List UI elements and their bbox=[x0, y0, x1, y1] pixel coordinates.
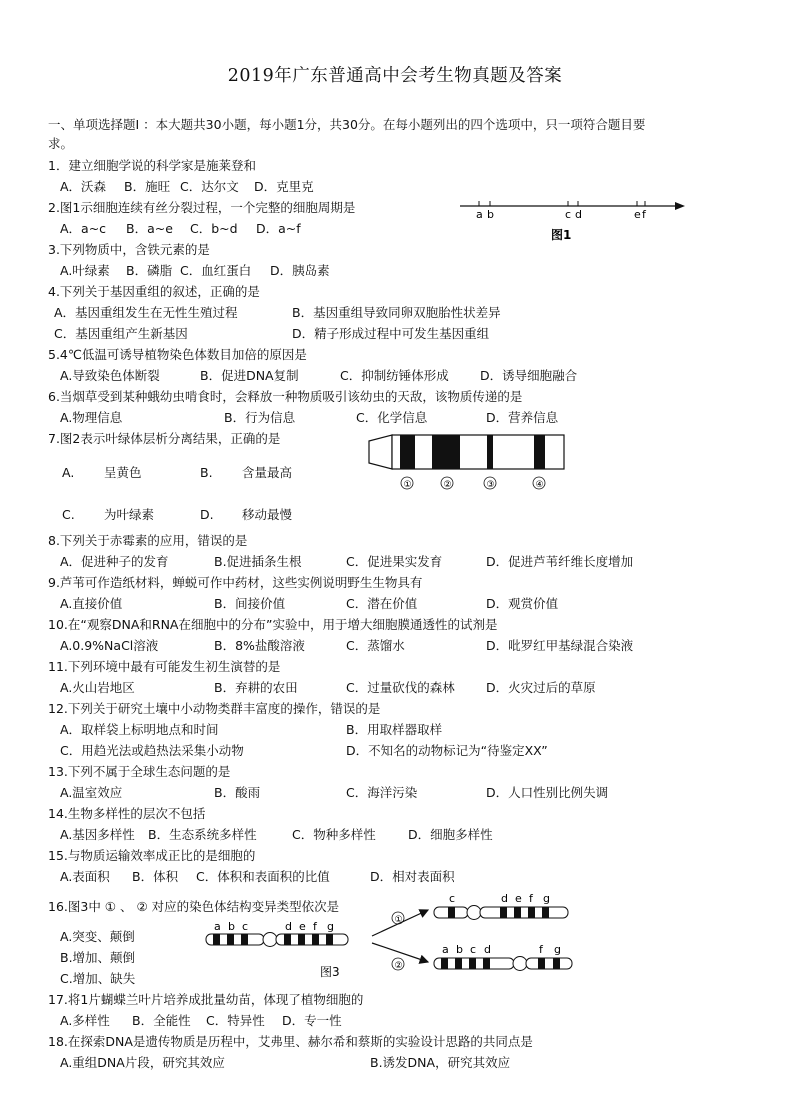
q17-option-b: B．全能性 bbox=[132, 1013, 191, 1028]
label-a: a bbox=[476, 208, 483, 221]
svg-text:f: f bbox=[529, 892, 533, 905]
figure-3-caption: 图3 bbox=[320, 965, 340, 979]
q12-option-a: A．取样袋上标明地点和时间 bbox=[60, 722, 219, 737]
svg-text:a: a bbox=[214, 920, 221, 933]
label-d: d bbox=[575, 208, 582, 221]
arrow-2 bbox=[372, 943, 428, 962]
figure-1-caption: 图1 bbox=[551, 228, 572, 242]
q3-option-d: D．胰岛素 bbox=[270, 263, 330, 278]
q6-option-b: B．行为信息 bbox=[224, 410, 296, 425]
figure-2-chromatography bbox=[368, 433, 578, 491]
q2-option-a: A．a~c bbox=[60, 221, 107, 236]
label-b: b bbox=[487, 208, 494, 221]
q12-option-b: B．用取样器取样 bbox=[346, 722, 443, 737]
svg-text:c: c bbox=[449, 892, 456, 905]
label-f: f bbox=[642, 208, 646, 221]
question-9-stem: 9.芦苇可作造纸材料，蝉蜕可作中药材，这些实例说明野生生物具有 bbox=[48, 575, 423, 590]
q8-option-c: C．促进果实发育 bbox=[346, 554, 443, 569]
q7-option-d-letter: D. bbox=[200, 507, 214, 522]
q8-option-a: A．促进种子的发育 bbox=[60, 554, 169, 569]
q14-option-a: A.基因多样性 bbox=[60, 827, 135, 842]
question-13-stem: 13.下列不属于全球生态问题的是 bbox=[48, 764, 231, 779]
q17-option-a: A.多样性 bbox=[60, 1013, 110, 1028]
q13-option-a: A.温室效应 bbox=[60, 785, 123, 800]
q9-option-d: D．观赏价值 bbox=[486, 596, 559, 611]
q3-option-b: B．磷脂 bbox=[126, 263, 173, 278]
q5-option-d: D．诱导细胞融合 bbox=[480, 368, 578, 383]
question-6-stem: 6.当烟草受到某种蛾幼虫啃食时，会释放一种物质吸引该幼虫的天敌，该物质传递的是 bbox=[48, 389, 523, 404]
q4-option-a: A．基因重组发生在无性生殖过程 bbox=[54, 305, 238, 320]
q15-option-a: A.表面积 bbox=[60, 869, 110, 884]
svg-text:b: b bbox=[456, 943, 463, 956]
q5-option-b: B．促进DNA复制 bbox=[200, 368, 299, 383]
section-heading-cont: 求。 bbox=[48, 136, 74, 151]
q10-option-a: A.0.9%NaCl溶液 bbox=[60, 638, 159, 653]
q12-option-d: D．不知名的动物标记为“待鉴定XX” bbox=[346, 743, 548, 758]
svg-text:a: a bbox=[442, 943, 449, 956]
q2-option-c: C．b~d bbox=[190, 221, 238, 236]
q4-option-d: D．精子形成过程中可发生基因重组 bbox=[292, 326, 490, 341]
q3-option-a: A.叶绿素 bbox=[60, 263, 110, 278]
label-e: e bbox=[634, 208, 641, 221]
band-label-1: ① bbox=[403, 480, 412, 490]
q16-option-c: C.增加、缺失 bbox=[60, 971, 136, 986]
q17-option-c: C．特异性 bbox=[206, 1013, 265, 1028]
strip-tip bbox=[369, 435, 392, 469]
svg-text:g: g bbox=[554, 943, 561, 956]
question-5-stem: 5.4℃低温可诱导植物染色体数目加倍的原因是 bbox=[48, 347, 307, 362]
pigment-band-1 bbox=[400, 435, 415, 469]
q13-option-c: C．海洋污染 bbox=[346, 785, 418, 800]
svg-text:f: f bbox=[313, 920, 317, 933]
result-chromosome-1 bbox=[434, 892, 568, 920]
question-3-stem: 3.下列物质中，含铁元素的是 bbox=[48, 242, 210, 257]
q6-option-d: D．营养信息 bbox=[486, 410, 559, 425]
svg-text:b: b bbox=[228, 920, 235, 933]
question-4-stem: 4.下列关于基因重组的叙述，正确的是 bbox=[48, 284, 260, 299]
question-7-stem: 7.图2表示叶绿体层析分离结果，正确的是 bbox=[48, 431, 281, 446]
svg-text:c: c bbox=[470, 943, 477, 956]
q7-option-b-text: 含量最高 bbox=[242, 465, 293, 480]
q14-option-c: C．物种多样性 bbox=[292, 827, 376, 842]
band-label-4: ④ bbox=[535, 480, 544, 490]
q9-option-b: B．间接价值 bbox=[214, 596, 286, 611]
q2-option-d: D．a~f bbox=[256, 221, 301, 236]
question-2-stem: 2.图1示细胞连续有丝分裂过程，一个完整的细胞周期是 bbox=[48, 200, 356, 215]
q6-option-c: C．化学信息 bbox=[356, 410, 428, 425]
q7-option-d-text: 移动最慢 bbox=[242, 507, 293, 522]
figure-1 bbox=[455, 196, 695, 246]
question-17-stem: 17.将1片蝴蝶兰叶片培养成批量幼苗，体现了植物细胞的 bbox=[48, 992, 364, 1007]
q7-option-b-letter: B. bbox=[200, 465, 213, 480]
band-label-3: ③ bbox=[486, 480, 495, 490]
q8-option-d: D．促进芦苇纤维长度增加 bbox=[486, 554, 634, 569]
q16-option-b: B.增加、颠倒 bbox=[60, 950, 136, 965]
q18-option-a: A.重组DNA片段，研究其效应 bbox=[60, 1055, 225, 1070]
svg-text:g: g bbox=[543, 892, 550, 905]
q15-option-d: D．相对表面积 bbox=[370, 869, 455, 884]
pigment-band-4 bbox=[534, 435, 545, 469]
q14-option-d: D．细胞多样性 bbox=[408, 827, 493, 842]
figure-3-chromosomes bbox=[196, 888, 576, 984]
label-c: c bbox=[565, 208, 572, 221]
svg-text:d: d bbox=[501, 892, 508, 905]
q12-option-c: C．用趋光法或趋热法采集小动物 bbox=[60, 743, 244, 758]
svg-text:e: e bbox=[299, 920, 306, 933]
question-1-stem: 1．建立细胞学说的科学家是施莱登和 bbox=[48, 158, 256, 173]
question-15-stem: 15.与物质运输效率成正比的是细胞的 bbox=[48, 848, 256, 863]
q11-option-d: D．火灾过后的草原 bbox=[486, 680, 596, 695]
q1-option-c: C．达尔文 bbox=[180, 179, 239, 194]
q15-option-b: B．体积 bbox=[132, 869, 179, 884]
q7-option-c-text: 为叶绿素 bbox=[104, 507, 155, 522]
q13-option-b: B．酸雨 bbox=[214, 785, 261, 800]
section-heading: 一、单项选择题Ⅰ ：本大题共30小题，每小题1分，共30分。在每小题列出的四个选项中，只一项符合题目要 bbox=[48, 117, 646, 132]
q7-option-a-letter: A. bbox=[62, 465, 75, 480]
pigment-band-3 bbox=[487, 435, 493, 469]
q15-option-c: C．体积和表面积的比值 bbox=[196, 869, 330, 884]
q2-option-b: B．a~e bbox=[126, 221, 173, 236]
q7-option-c-letter: C. bbox=[62, 507, 75, 522]
question-8-stem: 8.下列关于赤霉素的应用，错误的是 bbox=[48, 533, 248, 548]
q1-option-b: B．施旺 bbox=[124, 179, 171, 194]
svg-text:d: d bbox=[484, 943, 491, 956]
band-label-2: ② bbox=[443, 480, 452, 490]
q6-option-a: A.物理信息 bbox=[60, 410, 123, 425]
arrow-label-1: ① bbox=[394, 915, 403, 925]
question-18-stem: 18.在探索DNA是遗传物质是历程中，艾弗里、赫尔希和蔡斯的实验设计思路的共同点是 bbox=[48, 1034, 533, 1049]
q9-option-c: C．潜在价值 bbox=[346, 596, 418, 611]
svg-text:c: c bbox=[242, 920, 249, 933]
q13-option-d: D．人口性别比例失调 bbox=[486, 785, 609, 800]
question-14-stem: 14.生物多样性的层次不包括 bbox=[48, 806, 206, 821]
question-10-stem: 10.在“观察DNA和RNA在细胞中的分布”实验中，用于增大细胞膜通透性的试剂是 bbox=[48, 617, 498, 632]
svg-text:f: f bbox=[539, 943, 543, 956]
q17-option-d: D．专一性 bbox=[282, 1013, 342, 1028]
original-chromosome bbox=[206, 920, 348, 947]
svg-text:d: d bbox=[285, 920, 292, 933]
q1-option-d: D．克里克 bbox=[254, 179, 314, 194]
q18-option-b: B.诱发DNA，研究其效应 bbox=[370, 1055, 511, 1070]
q3-option-c: C．血红蛋白 bbox=[180, 263, 252, 278]
q11-option-b: B．弃耕的农田 bbox=[214, 680, 298, 695]
q14-option-b: B．生态系统多样性 bbox=[148, 827, 257, 842]
q11-option-a: A.火山岩地区 bbox=[60, 680, 135, 695]
q5-option-c: C．抑制纺锤体形成 bbox=[340, 368, 449, 383]
page-title: 2019年广东普通高中会考生物真题及答案 bbox=[227, 66, 563, 86]
pigment-band-2 bbox=[432, 435, 460, 469]
q10-option-d: D．吡罗红甲基绿混合染液 bbox=[486, 638, 634, 653]
q16-option-a: A.突变、颠倒 bbox=[60, 929, 135, 944]
q4-option-c: C．基因重组产生新基因 bbox=[54, 326, 188, 341]
timeline-arrowhead bbox=[675, 202, 685, 210]
arrow-label-2: ② bbox=[394, 961, 403, 971]
q8-option-b: B.促进插条生根 bbox=[214, 554, 302, 569]
q9-option-a: A.直接价值 bbox=[60, 596, 123, 611]
question-11-stem: 11.下列环境中最有可能发生初生演替的是 bbox=[48, 659, 281, 674]
question-16-stem: 16.图3中 ① 、 ② 对应的染色体结构变异类型依次是 bbox=[48, 899, 340, 914]
result-chromosome-2 bbox=[434, 943, 572, 971]
svg-text:g: g bbox=[327, 920, 334, 933]
q5-option-a: A.导致染色体断裂 bbox=[60, 368, 160, 383]
q1-option-a: A．沃森 bbox=[60, 179, 107, 194]
q7-option-a-text: 呈黄色 bbox=[104, 465, 142, 480]
q4-option-b: B．基因重组导致同卵双胞胎性状差异 bbox=[292, 305, 501, 320]
question-12-stem: 12.下列关于研究土壤中小动物类群丰富度的操作，错误的是 bbox=[48, 701, 381, 716]
q10-option-c: C．蒸馏水 bbox=[346, 638, 405, 653]
svg-text:e: e bbox=[515, 892, 522, 905]
q10-option-b: B．8%盐酸溶液 bbox=[214, 638, 305, 653]
q11-option-c: C．过量砍伐的森林 bbox=[346, 680, 455, 695]
